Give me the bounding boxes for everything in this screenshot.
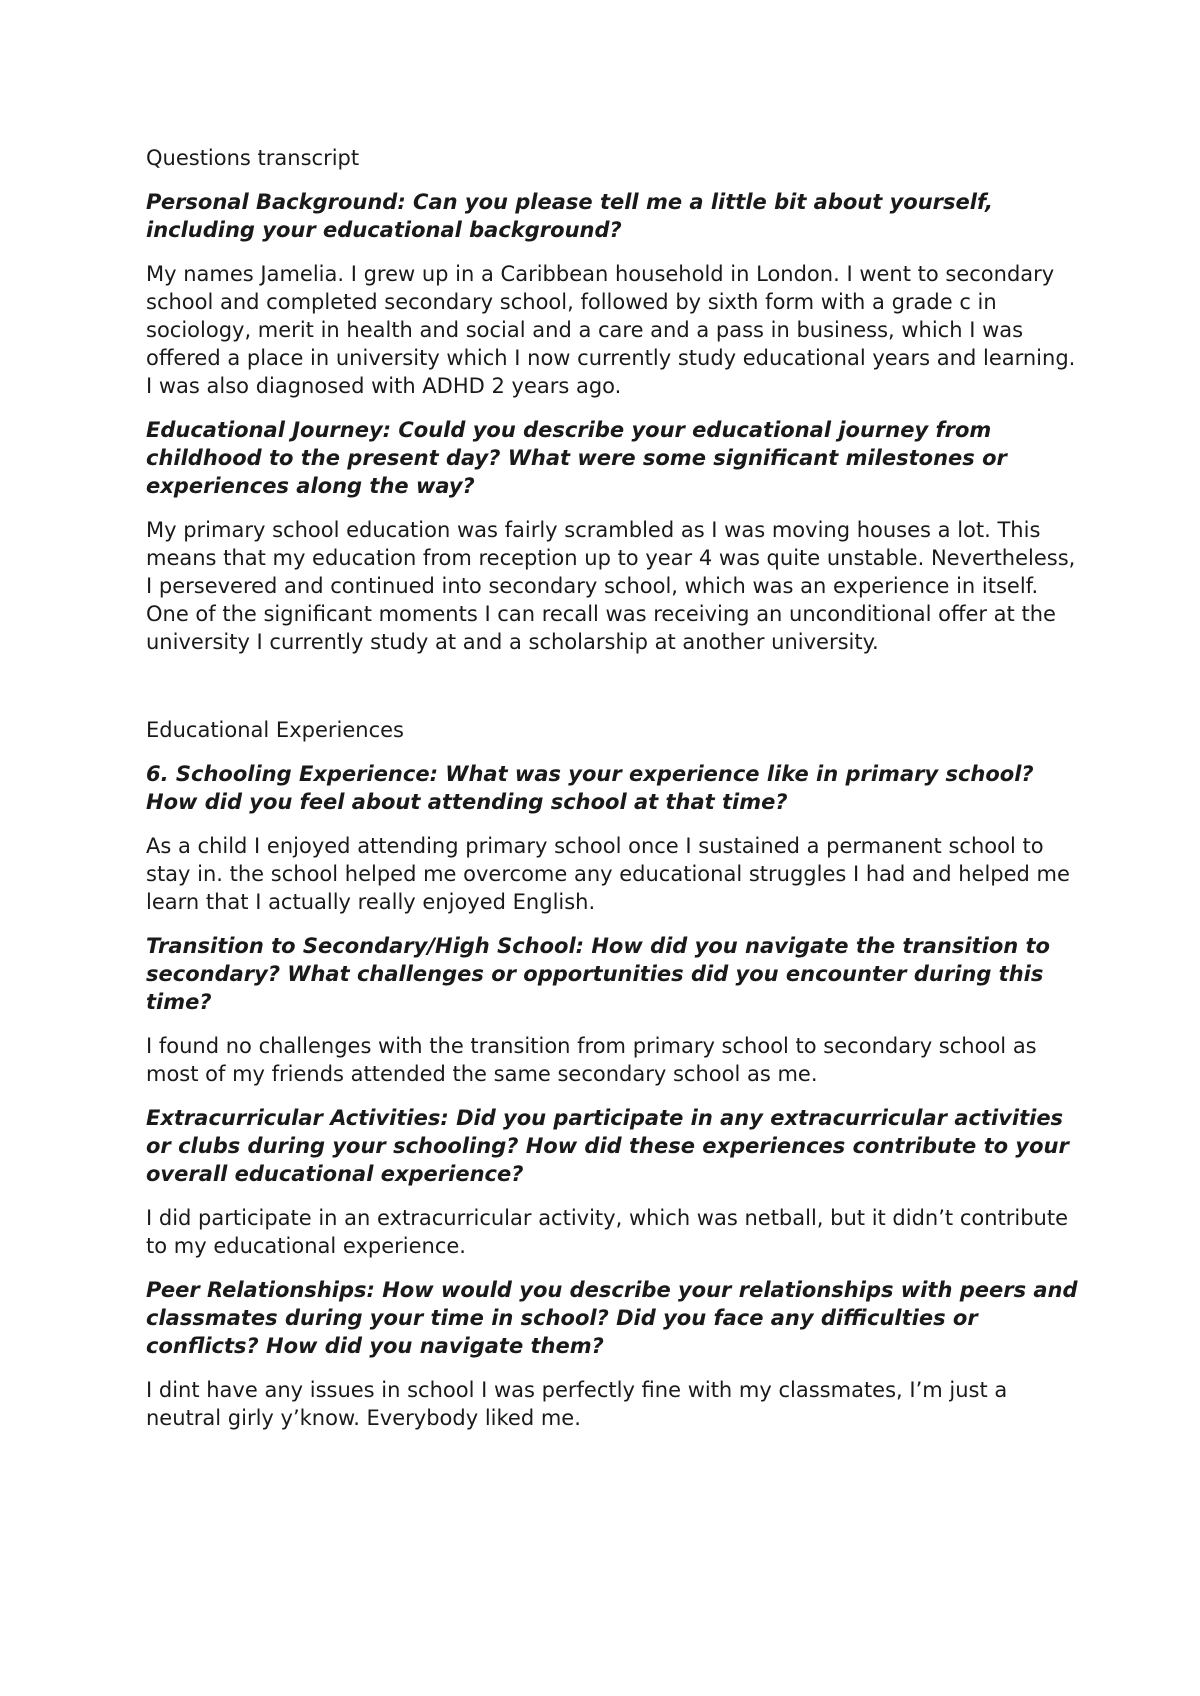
question-personal-background: Personal Background: Can you please tell me a little bit about yourself, including your educational background? [146,190,993,242]
document-body [146,144,1080,1448]
answer-peer-relationships: I dint have any issues in school I was perfectly fine with my classmates, I’m just a neutral girly y’know. Everybody liked me. [146,1378,1008,1430]
document-title: Questions transcript [146,146,360,170]
question-schooling-experience: 6. Schooling Experience: What was your experience like in primary school? How did you feel about attending school at that time? [146,762,1034,814]
question-educational-journey: Educational Journey: Could you describe your educational journey from childhood to the present day? What were some significant milestones or experiences along the way? [146,418,1007,498]
answer-educational-journey: My primary school education was fairly scrambled as I was moving houses a lot. This means that my education from reception up to year 4 was quite unstable. Nevertheless, I persevered and continued into secondary school, which was an experience in itself. One of the significant moments I can recall was receiving an unconditional offer at the university I currently study at and a scholarship at another university. [146,518,1076,654]
section-spacer [146,672,1080,716]
question-extracurricular: Extracurricular Activities: Did you participate in any extracurricular activities or clubs during your schooling? How did these experiences contribute to your overall educational experience? [146,1106,1069,1186]
answer-extracurricular: I did participate in an extracurricular activity, which was netball, but it didn’t contribute to my educational experience. [146,1206,1069,1258]
question-transition-secondary: Transition to Secondary/High School: How did you navigate the transition to secondary? What challenges or opportunities did you encounter during this time? [146,934,1050,1014]
answer-schooling-experience: As a child I enjoyed attending primary school once I sustained a permanent school to stay in. the school helped me overcome any educational struggles I had and helped me learn that I actually really enjoyed English. [146,834,1070,914]
section-heading-educational-experiences: Educational Experiences [146,718,404,742]
answer-transition-secondary: I found no challenges with the transition from primary school to secondary school as most of my friends attended the same secondary school as me. [146,1034,1037,1086]
question-peer-relationships: Peer Relationships: How would you describe your relationships with peers and classmates during your time in school? Did you face any difficulties or conflicts? How did you navigate them? [146,1278,1078,1358]
answer-personal-background: My names Jamelia. I grew up in a Caribbean household in London. I went to secondary school and completed secondary school, followed by sixth form with a grade c in sociology, merit in health and social and a care and a pass in business, which I was offered a place in university which I now currently study educational years and learning. I was also diagnosed with ADHD 2 years ago. [146,262,1076,398]
